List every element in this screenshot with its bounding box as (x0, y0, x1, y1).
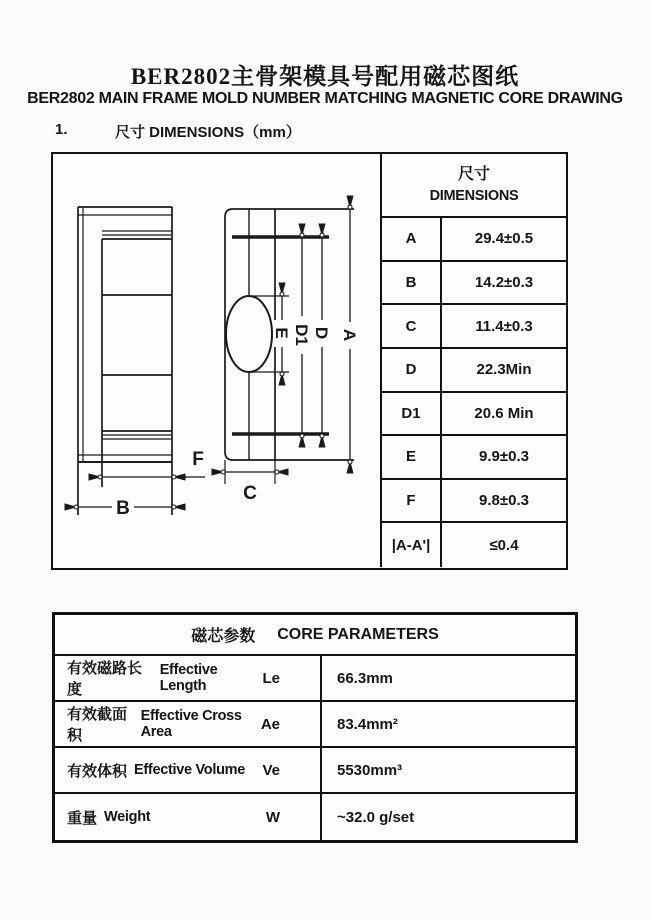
dimension-C (225, 460, 275, 504)
param-symbol: Ae (260, 715, 280, 733)
dim-row-symbol: F (382, 480, 442, 524)
dim-row-value: 20.6 Min (442, 393, 566, 437)
dim-row-symbol: B (382, 262, 442, 306)
param-row-label (55, 702, 320, 748)
dimension-B (78, 495, 172, 519)
dim-row-value: 11.4±0.3 (442, 305, 566, 349)
param-row-label (55, 794, 320, 840)
technical-drawing (53, 154, 384, 567)
dim-row-value: 9.8±0.3 (442, 480, 566, 524)
param-value: 5530mm³ (320, 748, 575, 794)
dim-label-D1: D1 (292, 324, 311, 346)
dim-label-A: A (340, 328, 359, 342)
param-name-en: Effective Volume (134, 762, 245, 778)
dim-label-F: F (192, 449, 204, 470)
core-parameters-header (55, 615, 575, 656)
core-parameters-table (52, 612, 578, 843)
param-name-cn: 重量 (67, 809, 98, 827)
param-name-cn: 有效体积 (67, 762, 128, 780)
dim-label-B: B (116, 498, 130, 519)
center-hole-ellipse (226, 296, 272, 372)
dimension-D1 (292, 237, 311, 434)
dim-row-symbol: E (382, 436, 442, 480)
section-number: 1. (55, 121, 68, 138)
dim-row-symbol: A (382, 218, 442, 262)
param-value: 66.3mm (320, 656, 575, 702)
dim-row-value: 9.9±0.3 (442, 436, 566, 480)
core-parameters-header-en: CORE PARAMETERS (277, 625, 439, 643)
dimension-A (340, 209, 359, 460)
page-title-chinese: BER2802主骨架模具号配用磁芯图纸 (130, 64, 520, 89)
param-row-label (55, 656, 320, 702)
section-heading (55, 121, 555, 142)
param-symbol: Le (262, 669, 280, 687)
dimensions-header-en: DIMENSIONS (429, 188, 519, 205)
page-title-english: BER2802 MAIN FRAME MOLD NUMBER MATCHING MAGNETIC CORE DRAWING (27, 90, 623, 107)
dim-row-symbol: D1 (382, 393, 442, 437)
dim-label-D: D (312, 326, 331, 340)
dimensions-drawing-box (51, 152, 568, 570)
param-name-cn: 有效截面积 (67, 706, 128, 744)
dim-row-symbol: |A-A'| (382, 523, 442, 567)
param-name-en: Effective Length (159, 662, 218, 694)
dim-row-value: 29.4±0.5 (442, 218, 566, 262)
dim-row-value: 22.3Min (442, 349, 566, 393)
param-value: ~32.0 g/set (320, 794, 575, 840)
param-row-label (55, 748, 320, 794)
dim-label-E: E (272, 327, 291, 339)
param-name-en: Weight (104, 809, 151, 825)
dim-label-C: C (243, 483, 257, 504)
param-name-en: Effective Cross Area (140, 708, 242, 740)
param-symbol: Ve (262, 761, 280, 779)
dim-row-symbol: D (382, 349, 442, 393)
side-view-outline (78, 207, 172, 515)
dimensions-header-cn: 尺寸 (457, 165, 490, 183)
section-label: 尺寸 DIMENSIONS（mm） (115, 124, 301, 141)
dimensions-table-header (382, 154, 566, 218)
param-value: 83.4mm² (320, 702, 575, 748)
dim-row-symbol: C (382, 305, 442, 349)
dim-row-value: ≤0.4 (489, 536, 519, 554)
param-name-cn: 有效磁路长度 (67, 660, 143, 698)
param-symbol: W (265, 808, 280, 826)
dimension-D (312, 237, 331, 434)
dim-row-value: 14.2±0.3 (442, 262, 566, 306)
dimensions-table (380, 154, 566, 567)
core-parameters-header-cn: 磁芯参数 (191, 628, 256, 645)
